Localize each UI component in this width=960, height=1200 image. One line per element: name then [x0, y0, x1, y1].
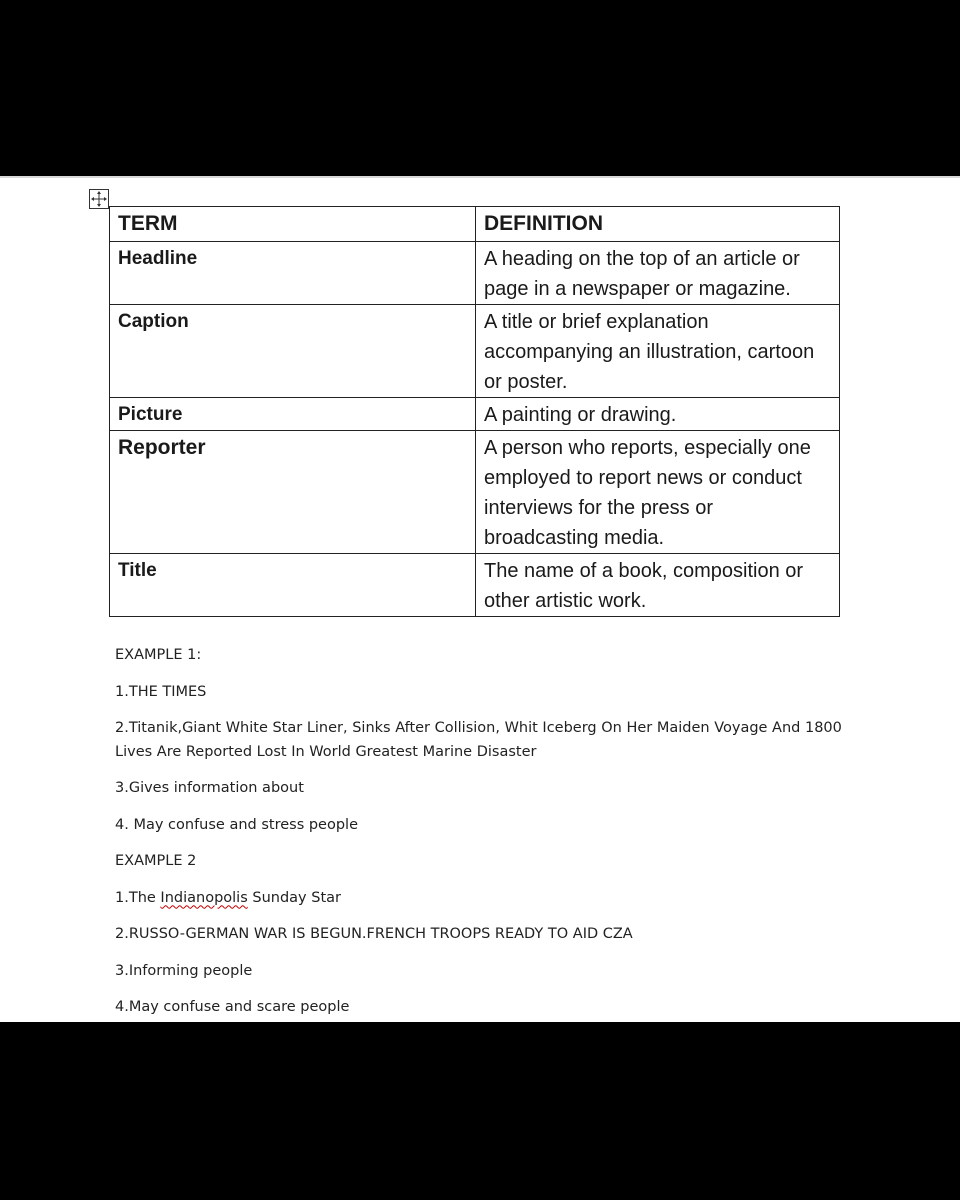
term-cell: Reporter — [110, 431, 476, 554]
document-page — [0, 176, 960, 1022]
top-black-bar — [0, 0, 960, 176]
definition-cell: A painting or drawing. — [476, 398, 840, 431]
header-definition: DEFINITION — [476, 207, 840, 242]
example-2-line-3: 3.Informing people — [115, 962, 253, 979]
definition-cell: The name of a book, composition or other artistic work. — [476, 554, 840, 617]
definition-cell: A person who reports, especially one employed to report news or conduct interviews for the press or broadcasting media. — [476, 431, 840, 554]
example-1-line-3: 3.Gives information about — [115, 780, 304, 796]
term-cell: Caption — [110, 305, 476, 398]
terms-table — [109, 206, 840, 617]
table-row — [110, 398, 840, 431]
example-2-line-1-suffix: Sunday Star — [247, 889, 341, 906]
example-1-line-1: 1.THE TIMES — [115, 683, 207, 700]
example-1-line-4: 4. May confuse and stress people — [115, 816, 359, 833]
header-term: TERM — [110, 207, 476, 242]
table-row — [110, 242, 840, 305]
example-1-line-2: 2.Titanik,Giant White Star Liner, Sinks After Collision, Whit Iceberg On Her Maiden Voyage And 1800 Lives Are Reported Lost In World Greatest Marine Disaster — [115, 720, 842, 760]
table-row — [110, 554, 840, 617]
example-2-line-1 — [115, 887, 845, 911]
example-1-heading: EXAMPLE 1: — [115, 647, 202, 663]
example-2-line-1-prefix: 1.The — [115, 889, 161, 906]
term-cell: Headline — [110, 242, 476, 305]
term-cell: Picture — [110, 398, 476, 431]
table-row — [110, 305, 840, 398]
spellcheck-word[interactable]: Indianopolis — [160, 889, 248, 906]
definition-cell: A heading on the top of an article or page in a newspaper or magazine. — [476, 242, 840, 305]
table-header-row — [110, 207, 840, 242]
table-row — [110, 431, 840, 554]
example-2-line-2: 2.RUSSO-GERMAN WAR IS BEGUN.FRENCH TROOPS READY TO AID CZA — [115, 926, 633, 942]
example-2-heading: EXAMPLE 2 — [115, 853, 197, 869]
definition-cell: A title or brief explanation accompanying an illustration, cartoon or poster. — [476, 305, 840, 398]
bottom-black-bar — [0, 1022, 960, 1200]
term-cell: Title — [110, 554, 476, 617]
table-move-handle-icon[interactable] — [89, 189, 109, 209]
examples-section — [115, 644, 845, 1033]
example-2-line-4: 4.May confuse and scare people — [115, 999, 350, 1015]
